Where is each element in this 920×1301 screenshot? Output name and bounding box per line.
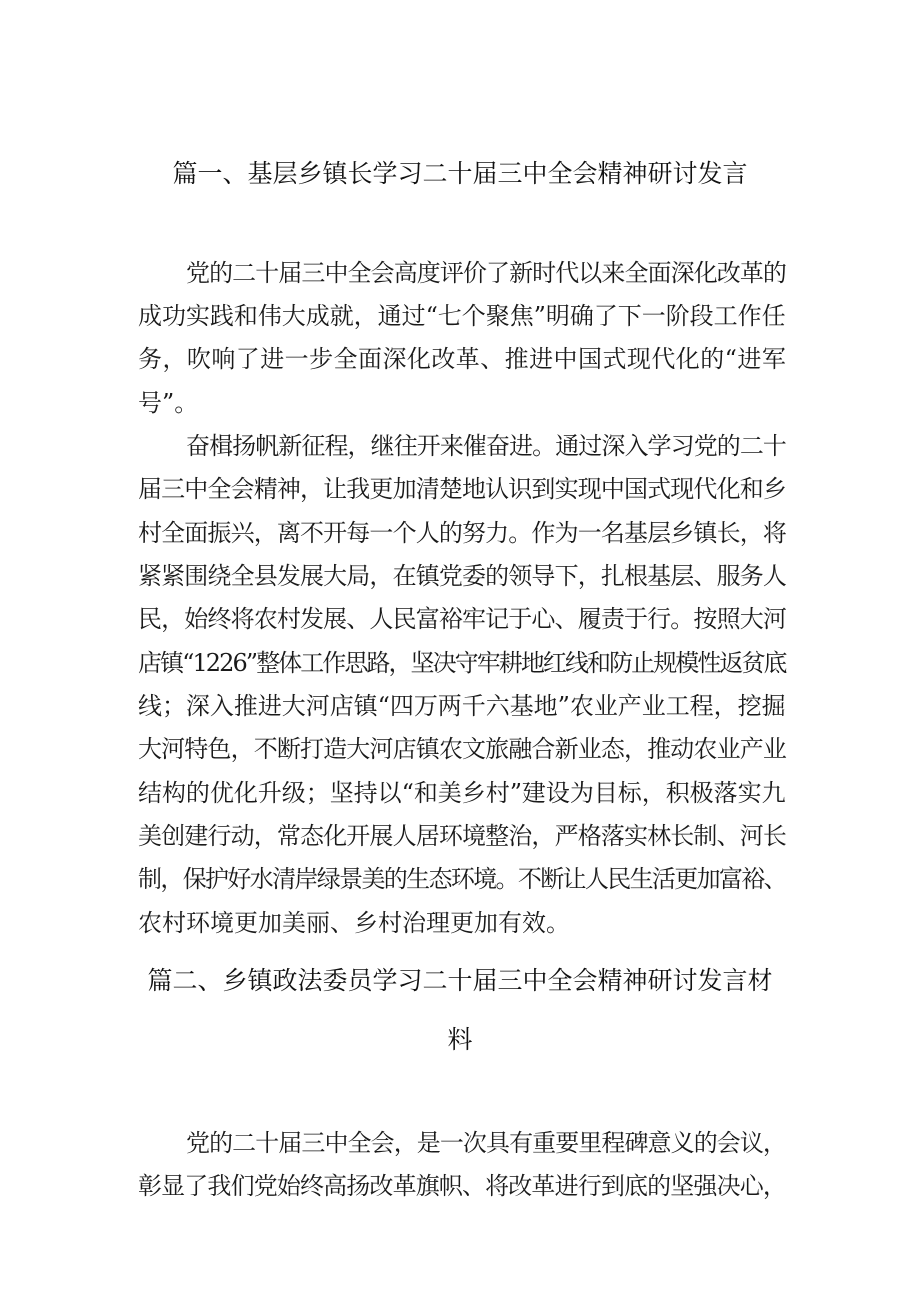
section-2-title-line-2: 料 — [447, 1025, 473, 1054]
s1-p2-line-5: 民，始终将农村发展、人民富裕牢记于心、履责于行。按照大河 — [138, 605, 786, 633]
s1-p1-line-3: 务，吹响了进一步全面深化改革、推进中国式现代化的“进军 — [138, 345, 787, 373]
s1-p2-line-11: 制，保护好水清岸绿景美的生态环境。不断让人民生活更加富裕、 — [138, 865, 786, 893]
s1-p2-line-9: 结构的优化升级；坚持以“和美乡村”建设为目标，积极落实九 — [138, 779, 786, 807]
s1-p1-line-1: 党的二十届三中全会高度评价了新时代以来全面深化改革的 — [186, 259, 786, 287]
s2-p1-line-1: 党的二十届三中全会，是一次具有重要里程碑意义的会议， — [186, 1129, 786, 1157]
s1-p2-line-3: 村全面振兴，离不开每一个人的努力。作为一名基层乡镇长，将 — [138, 519, 786, 547]
section-1-title: 篇一、基层乡镇长学习二十届三中全会精神研讨发言 — [172, 159, 748, 188]
s1-p2-line-2: 届三中全会精神，让我更加清楚地认识到实现中国式现代化和乡 — [138, 475, 786, 503]
s2-p1-line-2: 彰显了我们党始终高扬改革旗帜、将改革进行到底的坚强决心， — [138, 1172, 786, 1200]
s1-p2-line-4: 紧紧围绕全县发展大局，在镇党委的领导下，扎根基层、服务人 — [138, 562, 786, 590]
s1-p2-line-12: 农村环境更加美丽、乡村治理更加有效。 — [138, 909, 570, 937]
s1-p2-line-1: 奋楫扬帆新征程，继往开来催奋进。通过深入学习党的二十 — [186, 432, 786, 460]
s1-p2-line-10: 美创建行动，常态化开展人居环境整治，严格落实林长制、河长 — [138, 822, 786, 850]
s1-p1-line-4: 号”。 — [138, 389, 199, 417]
s1-p2-line-8: 大河特色，不断打造大河店镇农文旅融合新业态，推动农业产业 — [138, 735, 786, 763]
s1-p2-line-6: 店镇“1226”整体工作思路，坚决守牢耕地红线和防止规模性返贫底 — [138, 649, 786, 677]
section-2-title-line-1: 篇二、乡镇政法委员学习二十届三中全会精神研讨发言材 — [147, 966, 773, 995]
s1-p1-line-2: 成功实践和伟大成就，通过“七个聚焦”明确了下一阶段工作任 — [138, 302, 786, 330]
s1-p2-line-7: 线；深入推进大河店镇“四万两千六基地”农业产业工程，挖掘 — [138, 692, 786, 720]
